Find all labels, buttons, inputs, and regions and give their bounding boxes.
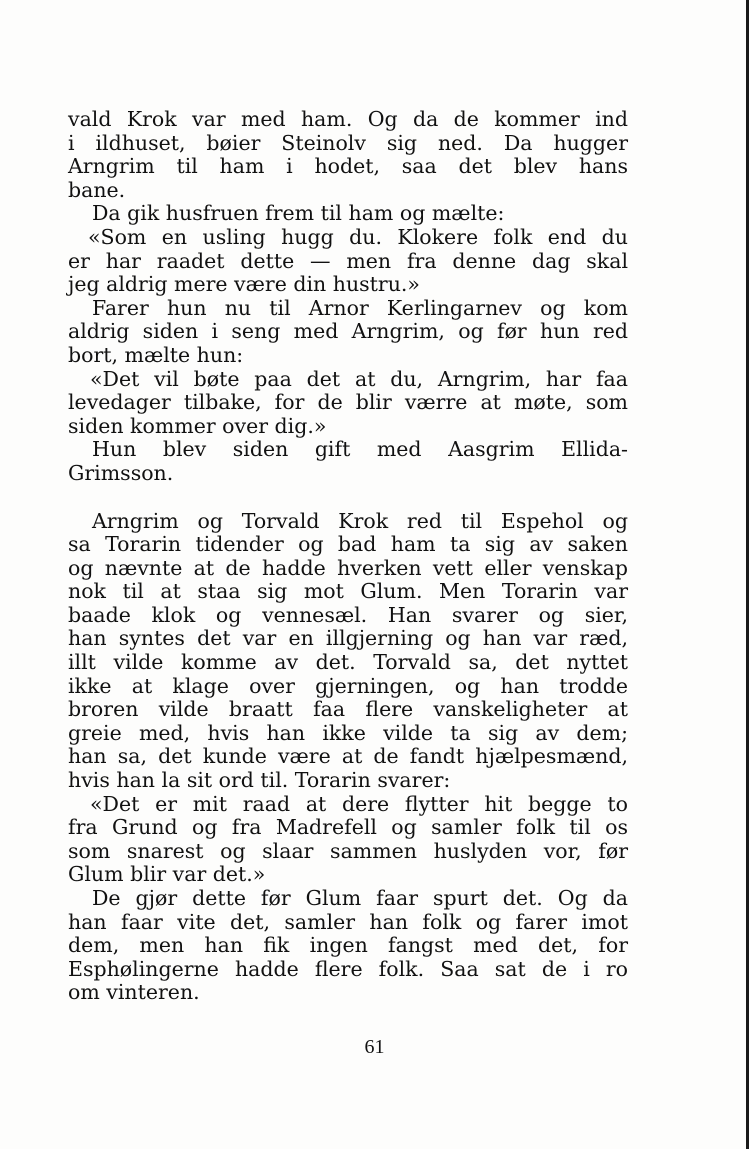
paragraph bbox=[68, 438, 628, 485]
text-line: er har raadet dette — men fra denne dag skal bbox=[68, 248, 628, 273]
text-line: «Det vil bøte paa det at du, Arngrim, har faa bbox=[90, 366, 628, 391]
paragraph bbox=[68, 510, 628, 793]
text-line: broren vilde braatt faa flere vanskeligheter at bbox=[68, 697, 628, 722]
text-line: nok til at staa sig mot Glum. Men Torarin var bbox=[68, 579, 628, 604]
text-line: illt vilde komme av det. Torvald sa, det nyttet bbox=[68, 650, 628, 675]
text-line: siden kommer over dig.» bbox=[68, 413, 327, 438]
text-line: Arngrim til ham i hodet, saa det blev hans bbox=[68, 154, 628, 179]
text-line: baade klok og vennesæl. Han svarer og sier, bbox=[68, 602, 628, 627]
text-line: fra Grund og fra Madrefell og samler folk til os bbox=[68, 815, 628, 840]
text-line: aldrig siden i seng med Arngrim, og før hun red bbox=[68, 319, 628, 344]
page-number: 61 bbox=[364, 1036, 385, 1058]
text-line: Esphølingerne hadde flere folk. Saa sat de i ro bbox=[68, 956, 628, 981]
text-line: Glum blir var det.» bbox=[68, 862, 266, 887]
section-gap bbox=[68, 486, 628, 510]
text-line: han faar vite det, samler han folk og farer imot bbox=[68, 909, 628, 934]
text-line: levedager tilbake, for de blir værre at møte, som bbox=[68, 390, 628, 415]
text-line: ikke at klage over gjerningen, og han trodde bbox=[68, 673, 628, 698]
text-line: dem, men han fik ingen fangst med det, for bbox=[68, 933, 628, 958]
paragraph bbox=[68, 108, 628, 202]
body-text bbox=[68, 108, 628, 1005]
text-line: bane. bbox=[68, 177, 126, 202]
paragraph bbox=[68, 887, 628, 1005]
text-line: De gjør dette før Glum faar spurt det. Og da bbox=[92, 886, 628, 910]
text-line: Hun blev siden gift med Aasgrim Ellida- bbox=[92, 437, 628, 462]
text-line: som snarest og slaar sammen huslyden vor, før bbox=[68, 838, 628, 863]
text-line: jeg aldrig mere være din hustru.» bbox=[68, 272, 420, 297]
text-line: om vinteren. bbox=[68, 980, 200, 1005]
paragraph bbox=[68, 793, 628, 887]
text-line: vald Krok var med ham. Og da de kommer ind bbox=[68, 107, 628, 131]
text-line: bort, mælte hun: bbox=[68, 342, 244, 367]
text-line: og nævnte at de hadde hverken vett eller venskap bbox=[68, 555, 628, 580]
text-line: sa Torarin tidender og bad ham ta sig av saken bbox=[68, 532, 628, 557]
text-line: Arngrim og Torvald Krok red til Espehol og bbox=[92, 508, 628, 533]
text-line: i ildhuset, bøier Steinolv sig ned. Da hugger bbox=[68, 130, 628, 155]
text-line: Da gik husfruen frem til ham og mælte: bbox=[92, 201, 505, 226]
paragraph bbox=[68, 226, 628, 297]
paragraph bbox=[68, 202, 628, 226]
text-line: «Det er mit raad at dere flytter hit begge to bbox=[90, 791, 628, 816]
text-line: Farer hun nu til Arnor Kerlingarnev og kom bbox=[92, 295, 628, 320]
paragraph bbox=[68, 368, 628, 439]
text-line: han sa, det kunde være at de fandt hjælpesmænd, bbox=[68, 744, 628, 769]
text-line: Grimsson. bbox=[68, 460, 174, 485]
text-line: greie med, hvis han ikke vilde ta sig av dem; bbox=[68, 720, 628, 745]
paragraph bbox=[68, 297, 628, 368]
text-line: «Som en usling hugg du. Klokere folk end du bbox=[88, 224, 628, 249]
text-line: han syntes det var en illgjerning og han var ræd, bbox=[68, 626, 628, 651]
text-line: hvis han la sit ord til. Torarin svarer: bbox=[68, 768, 451, 793]
